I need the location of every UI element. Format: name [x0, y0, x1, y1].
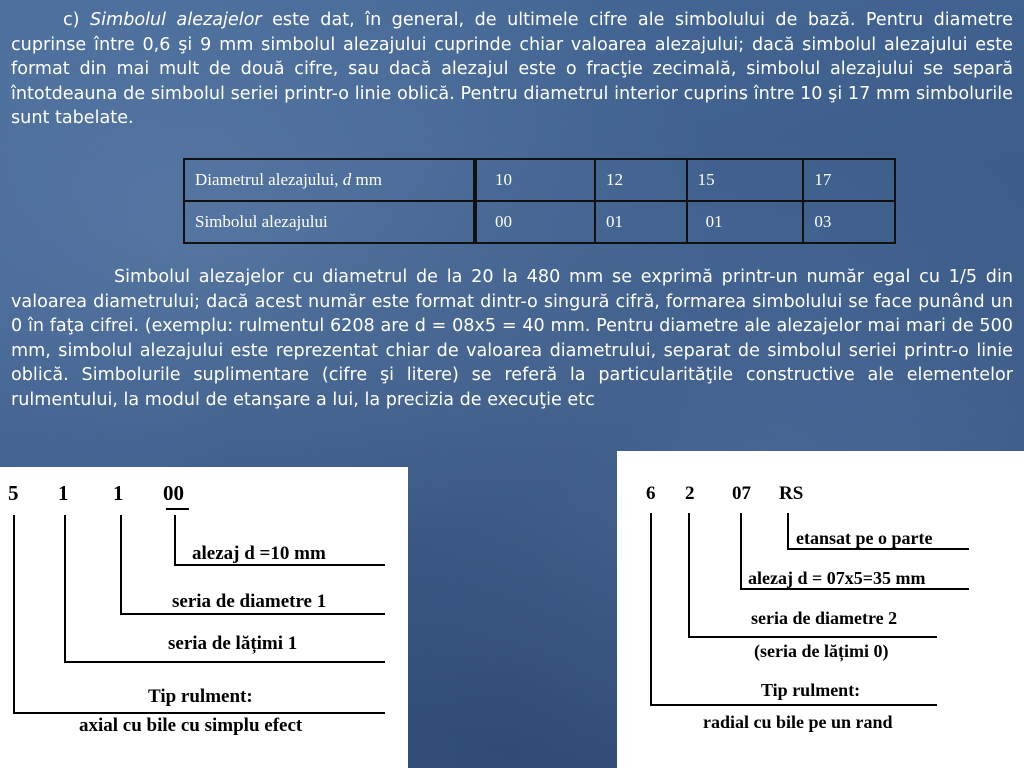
diameter-label-unit: mm [351, 170, 382, 189]
diagram-radial-svg [617, 451, 1024, 768]
label-bearing-type: Tip rulment: [761, 680, 861, 700]
digit-type: 6 [646, 483, 656, 504]
paragraph-bore-symbol-intro [11, 8, 1013, 131]
digit-type: 5 [8, 481, 19, 505]
digit-diameter-series: 2 [685, 483, 695, 504]
table-header-diameter [184, 159, 475, 201]
label-bore: alezaj d = 07x5=35 mm [748, 568, 926, 588]
bearing-code-diagram-axial [0, 467, 408, 768]
digit-bore: 00 [163, 481, 184, 505]
table-cell: 00 [475, 201, 595, 243]
paragraph-italic-term: Simbolul alezajelor [90, 10, 262, 30]
table-cell: 01 [687, 201, 804, 243]
table-row-diameter [184, 159, 895, 201]
bore-symbol-table [183, 158, 896, 244]
label-bore: alezaj d =10 mm [192, 543, 326, 564]
bearing-code-diagram-radial [617, 451, 1024, 768]
table-header-symbol: Simbolul alezajului [184, 201, 475, 243]
label-bearing-type-desc: radial cu bile pe un rand [703, 712, 893, 732]
paragraph-prefix: c) [63, 10, 91, 30]
diameter-label-text: Diametrul alezajului, [195, 170, 343, 189]
label-diameter-series: seria de diametre 1 [172, 591, 327, 612]
table-cell: 12 [595, 159, 687, 201]
digit-diameter-series: 1 [113, 481, 124, 505]
table-cell: 03 [803, 201, 895, 243]
label-sealed: etansat pe o parte [796, 528, 933, 548]
label-diameter-series: seria de diametre 2 [751, 608, 898, 628]
label-bearing-type-desc: axial cu bile cu simplu efect [79, 715, 303, 736]
table-row-symbol [184, 201, 895, 243]
label-width-series: seria de lățimi 1 [168, 633, 298, 654]
diameter-label-var: d [342, 170, 352, 189]
paragraph-bore-symbol-rules: Simbolul alezajelor cu diametrul de la 20 la 480 mm se exprimă printr-un număr egal cu 1/5 din valoarea diametrului; dacă acest număr este format dintr-o singură cifră, formarea simbolului se face punând un 0 în faţa cifrei. (exemplu: rulmentul 6208 are d = 08x5 = 40 mm. Pentru diametre ale alezajelor mai mari de 500 mm, simbolul alezajului este reprezentat chiar de valoarea diametrului, separat de simbolul seriei printr-o linie oblică. Simbolurile suplimentare (cifre şi litere) se referă la particularităţile constructive ale elementelor rulmentului, la modul de etanşare a lui, la precizia de execuţie etc [11, 267, 1013, 410]
digit-width-series: 1 [58, 481, 69, 505]
label-bearing-type: Tip rulment: [148, 686, 253, 707]
digit-suffix: RS [779, 483, 804, 504]
paragraph-body: este dat, în general, de ultimele cifre ale simbolului de bază. Pentru diametre cuprinse între 0,6 şi 9 mm simbolul alezajului cuprinde chiar valoarea alezajului; dacă simbolul alezajului este format din mai mult de două cifre, sau dacă alezajul este o fracţie zecimală, simbolul alezajului se separă întotdeauna de simbolul seriei printr-o linie oblică. Pentru diametrul interior cuprins între 10 şi 17 mm simbolurile sunt tabelate. [11, 10, 1013, 128]
table-cell: 10 [475, 159, 595, 201]
diagram-axial-svg [0, 467, 408, 768]
table-cell: 01 [595, 201, 687, 243]
digit-bore: 07 [732, 483, 751, 504]
table-cell: 15 [687, 159, 804, 201]
label-width-series: (seria de lățimi 0) [754, 641, 889, 661]
table-cell: 17 [803, 159, 895, 201]
